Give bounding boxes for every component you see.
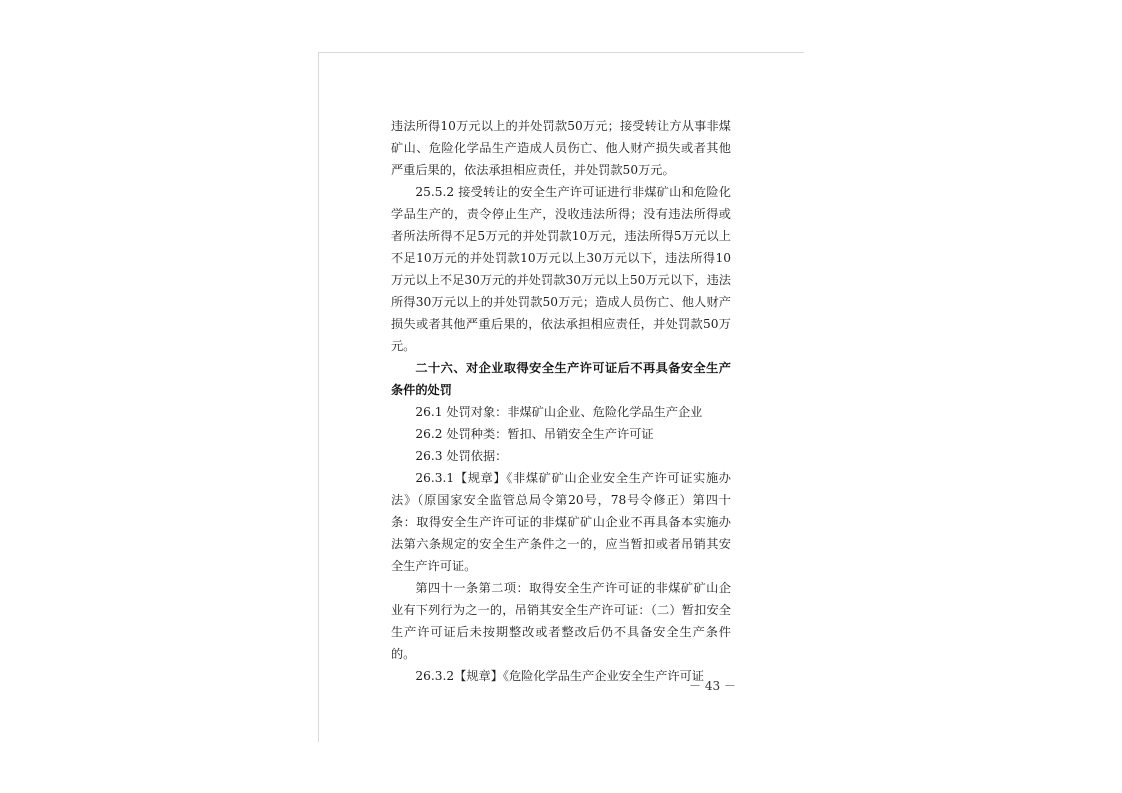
paragraph-continued-penalty: 违法所得10万元以上的并处罚款50万元；接受转让方从事非煤矿山、危险化学品生产造成人员伤亡、他人财产损失或者其他严重后果的，依法承担相应责任，并处罚款50万元。 bbox=[391, 119, 731, 177]
paragraph-26-3-1: 26.3.1【规章】《非煤矿矿山企业安全生产许可证实施办法》（原国家安全监管总局令第20号，78号令修正）第四十条：取得安全生产许可证的非煤矿矿山企业不再具备本实施办法第六条规定的安全生产条件之一的，应当暂扣或者吊销其安全生产许可证。 bbox=[391, 471, 731, 573]
page-number: － 43 － bbox=[689, 679, 736, 693]
paragraph-article-41: 第四十一条第二项：取得安全生产许可证的非煤矿矿山企业有下列行为之一的，吊销其安全生产许可证：（二）暂扣安全生产许可证后未按期整改或者整改后仍不具备安全生产条件的。 bbox=[391, 581, 731, 661]
paragraph-26-3-2: 26.3.2【规章】《危险化学品生产企业安全生产许可证 bbox=[415, 669, 704, 683]
paragraph-26-2: 26.2 处罚种类：暂扣、吊销安全生产许可证 bbox=[415, 427, 654, 441]
page-body bbox=[391, 115, 731, 687]
paragraph-26-3: 26.3 处罚依据： bbox=[415, 449, 508, 463]
paragraph-25-5-2: 25.5.2 接受转让的安全生产许可证进行非煤矿山和危险化学品生产的，责令停止生产，没收违法所得；没有违法所得或者所法所得不足5万元的并处罚款10万元，违法所得5万元以上不足10万元的并处罚款10万元以上30万元以下，违法所得10万元以上不足30万元的并处罚款30万元以上50万元以下，违法所得30万元以上的并处罚款50万元；造成人员伤亡、他人财产损失或者其他严重后果的，依法承担相应责任，并处罚款50万元。 bbox=[391, 185, 731, 353]
document-page bbox=[318, 52, 804, 742]
paragraph-26-1: 26.1 处罚对象：非煤矿山企业、危险化学品生产企业 bbox=[415, 405, 703, 419]
section-heading-26: 二十六、对企业取得安全生产许可证后不再具备安全生产条件的处罚 bbox=[391, 361, 731, 397]
